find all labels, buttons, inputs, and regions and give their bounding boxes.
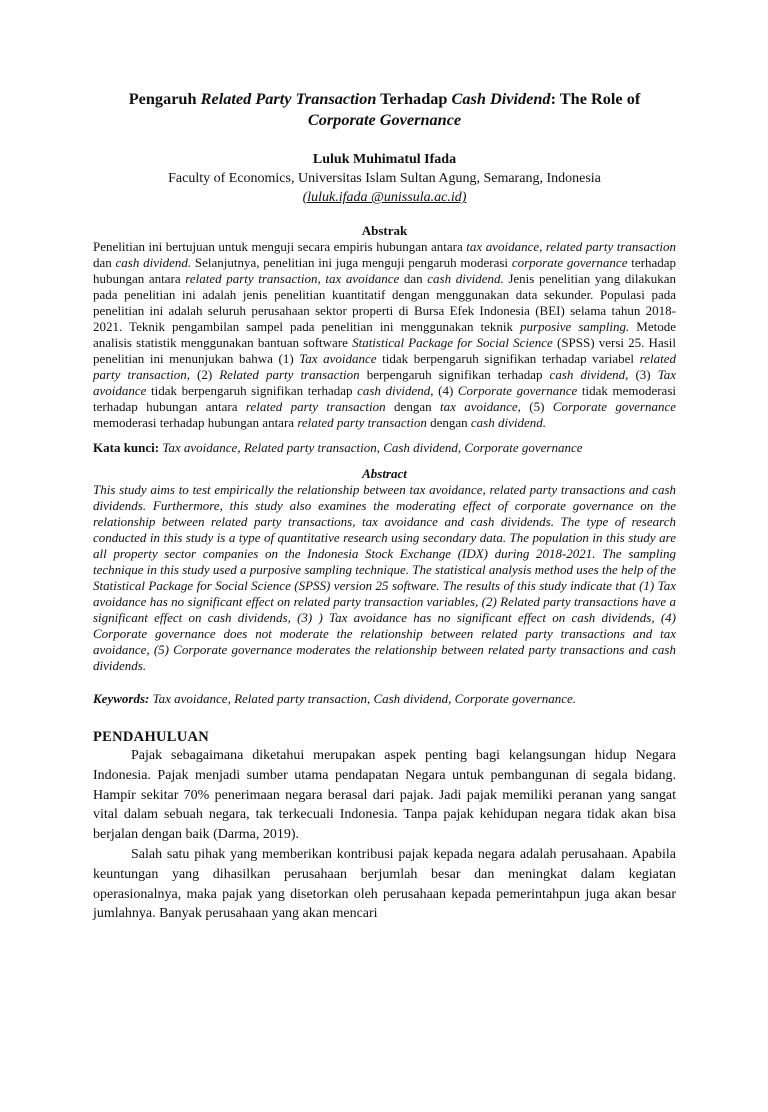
keywords-values: Tax avoidance, Related party transaction, Cash dividend, Corporate governance.	[149, 691, 576, 706]
abstrak-segment: Tax avoidance	[93, 367, 676, 398]
abstrak-segment: tax avoidance, related party transaction	[466, 239, 676, 254]
abstrak-segment: , (4)	[430, 383, 458, 398]
abstrak-segment: berpengaruh signifikan terhadap	[359, 367, 550, 382]
keywords-label: Keywords:	[93, 691, 150, 706]
abstrak-segment: dan	[399, 271, 428, 286]
abstrak-segment: cash dividend	[357, 383, 431, 398]
abstrak-segment: dengan	[385, 399, 440, 414]
abstrak-segment: related party transaction, tax avoidance	[185, 271, 400, 286]
abstrak-segment: terhadap hubungan antara	[93, 255, 676, 286]
abstrak-segment: dan	[93, 255, 116, 270]
abstrak-segment: related party transaction	[245, 399, 386, 414]
abstrak-heading: Abstrak	[361, 223, 408, 238]
title-part: Corporate Governance	[307, 110, 462, 129]
author-affiliation: Faculty of Economics, Universitas Islam Sultan Agung, Semarang, Indonesia	[168, 171, 601, 186]
title-part: Cash Dividend	[451, 89, 551, 108]
abstrak-segment: (2)	[189, 367, 220, 382]
abstrak-segment: Corporate governance	[552, 399, 676, 414]
abstrak-segment: (SPSS) versi 25. Hasil penelitian ini menunjukan bahwa (1)	[93, 335, 677, 366]
abstrak-segment: Selanjutnya, penelitian ini juga menguji pengaruh moderasi	[191, 255, 512, 270]
body-paragraph: Salah satu pihak yang memberikan kontribusi pajak kepada negara adalah perusahaan. Apabila keuntungan yang dihasilkan perusahaan berjumlah besar dan meningkat dalam kegiatan operasionalnya, maka pajak yang disetorkan oleh perusahaan kepada pemerintahpun juga akan besar jumlahnya. Banyak perusahaan yang akan mencari	[93, 846, 676, 922]
abstrak-segment: cash dividend.	[427, 271, 504, 286]
abstrak-segment: cash dividend.	[115, 255, 192, 270]
abstrak-segment: (5)	[520, 399, 553, 414]
abstrak-segment: tidak memoderasi terhadap hubungan antara	[93, 383, 676, 414]
body-paragraph: Pajak sebagaimana diketahui merupakan aspek penting bagi kelangsungan hidup Negara Indonesia. Pajak menjadi sumber utama pendapatan Negara untuk pembangunan di segala bidang. Hampir sekitar 70% penerimaan negara berasal dari pajak. Jadi pajak memiliki peranan yang sangat vital dalam sebuah negara, tak terkecuali Indonesia. Tanpa pajak kehidupan negara tidak akan bisa berjalan dengan baik (Darma, 2019).	[93, 748, 676, 843]
abstrak-segment: purposive sampling.	[520, 319, 630, 334]
abstrak-segment: Metode analisis statistik menggunakan bantuan software	[93, 319, 676, 350]
abstrak-segment: tax avoidance,	[439, 399, 521, 414]
abstract-paragraph: This study aims to test empirically the relationship between tax avoidance, related party transactions and cash dividends. Furthermore, this study also examines the moderating effect of corporate governance on the relationship between related party transactions, tax avoidance and cash dividends. The type of research conducted in this study is a type of quantitative research using secondary data. The population in this study are all property sector companies on the Indonesia Stock Exchange (IDX) during 2018-2021. The sampling technique in this study used a purposive sampling technique. The statistical analysis method uses the help of the Statistical Package for Social Science (SPSS) version 25 software. The results of this study indicate that (1) Tax avoidance has no significant effect on related party transaction variables, (2) Related party transactions have a significant effect on cash dividends, (3) ) Tax avoidance has no significant effect on cash dividends, (4) Corporate governance does not moderate the relationship between related party transactions and tax avoidance, (5) Corporate governance moderates the relationship between related party transactions and cash dividends.	[93, 482, 676, 673]
abstrak-segment: tidak berpengaruh signifikan terhadap variabel	[376, 351, 640, 366]
title-part: Terhadap	[376, 89, 452, 108]
title-part: : The Role of	[550, 89, 641, 108]
abstrak-segment: dengan	[426, 415, 471, 430]
abstrak-segment: Tax avoidance	[299, 351, 377, 366]
abstrak-segment: Corporate governance	[457, 383, 578, 398]
pendahuluan-heading: PENDAHULUAN	[93, 729, 210, 745]
abstract-heading: Abstract	[362, 466, 407, 481]
kata-kunci-label: Kata kunci:	[93, 440, 160, 455]
abstrak-segment: (3)	[628, 367, 658, 382]
abstrak-segment: related party transaction,	[93, 351, 676, 382]
kata-kunci	[93, 440, 676, 456]
keywords	[93, 691, 676, 707]
kata-kunci-values: Tax avoidance, Related party transaction, Cash dividend, Corporate governance	[159, 440, 583, 455]
title-part: Related Party Transaction	[200, 89, 377, 108]
abstrak-segment: tidak berpengaruh signifikan terhadap	[146, 383, 358, 398]
abstrak-segment: corporate governance	[511, 255, 628, 270]
abstrak-segment: Penelitian ini bertujuan untuk menguji secara empiris hubungan antara	[93, 239, 467, 254]
title-part: Pengaruh	[128, 89, 201, 108]
abstrak-segment: cash dividend,	[549, 367, 629, 382]
abstrak-segment: Related party transaction	[219, 367, 360, 382]
paper-page	[0, 88, 768, 1112]
author-email[interactable]: (luluk.ifada @unissula.ac.id)	[302, 190, 467, 205]
author-name: Luluk Muhimatul Ifada	[312, 152, 457, 167]
abstrak-segment: Statistical Package for Social Science	[352, 335, 553, 350]
paper-title	[93, 88, 676, 130]
abstrak-segment: related party transaction	[297, 415, 427, 430]
abstrak-segment: cash dividend.	[470, 415, 546, 430]
abstrak-segment: Jenis penelitian yang dilakukan pada penelitian ini adalah jenis penelitian kuantitatif dengan menggunakan data sekunder. Populasi pada penelitian ini adalah seluruh perusahaan sektor properti di Bursa Efek Indonesia (BEI) selama tahun 2018-2021. Teknik pengambilan sampel pada penelitian ini menggunakan teknik	[93, 271, 676, 334]
abstrak-paragraph	[93, 239, 676, 431]
abstrak-segment: memoderasi terhadap hubungan antara	[93, 415, 298, 430]
